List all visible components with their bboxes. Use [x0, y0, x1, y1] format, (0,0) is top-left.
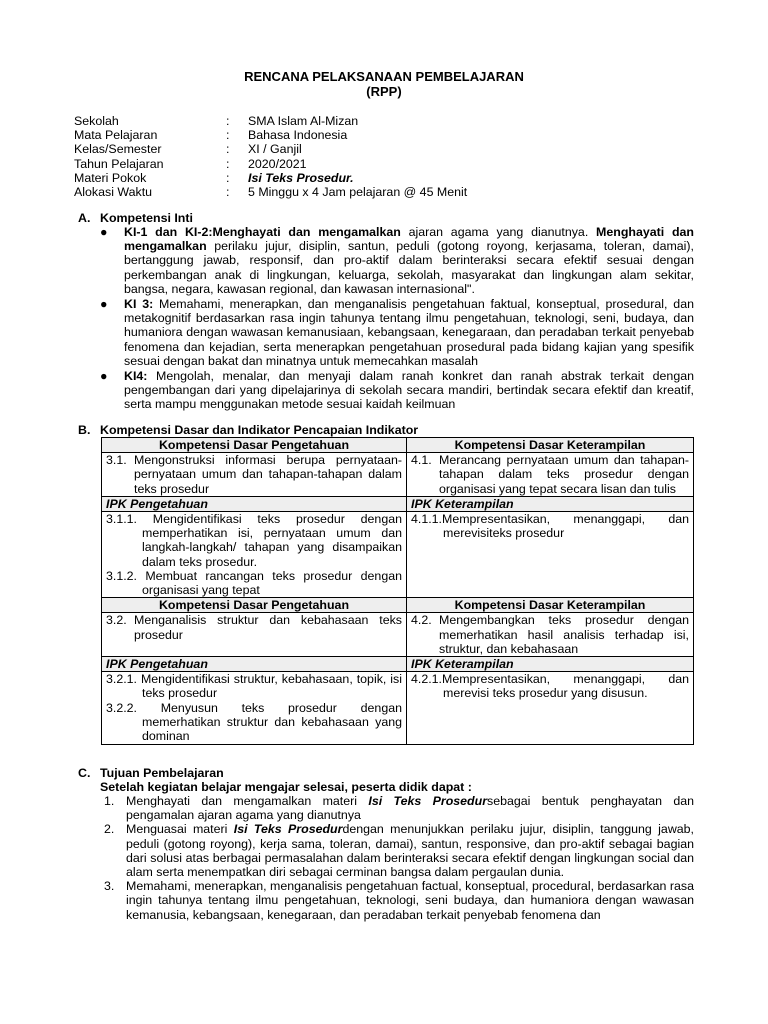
section-title: Kompetensi Dasar dan Indikator Pencapaian Indikator — [100, 423, 419, 437]
ipk-cell — [102, 512, 407, 598]
section-number: C. — [78, 766, 91, 780]
kd-text: Mengembangkan teks prosedur dengan memerhatikan hasil analisis terhadap isi, struktur, dan kebahasaan — [439, 613, 689, 656]
identity-label: Materi Pokok — [74, 170, 147, 185]
section-number: B. — [78, 423, 91, 437]
doc-subtitle: (RPP) — [366, 84, 402, 99]
bullet-icon: ● — [100, 297, 108, 311]
identity-colon: : — [226, 170, 230, 185]
ki-1-2-item — [100, 225, 694, 296]
item-text: sebagai bentuk penghayatan dan pengamalan ajaran agama yang dianutnya — [126, 794, 695, 823]
identity-colon: : — [226, 156, 230, 171]
identity-colon: : — [226, 128, 230, 143]
ipk-header-row — [102, 496, 694, 511]
ki-text: Memahami, menerapkan, dan menganalisis pengetahuan faktual, konseptual, prosedural, dan metakognitif berdasarkan rasa ingin tahunya tentang ilmu pengetahuan, teknologi, seni, budaya, dan humaniora dengan wawasan kemanusiaan, kebangsaan, kenegaraan, dan peradaban terkait penyebab fenomena dan kejadian, serta menerapkan pengetahuan prosedural pada bidang kajian yang spesifik sesuai dengan bakat dan minatnya untuk memecahkan masalah — [124, 297, 694, 368]
item-number: 2. — [104, 822, 115, 837]
header-cell: Kompetensi Dasar Pengetahuan — [102, 598, 407, 613]
identity-row — [74, 171, 634, 185]
ki-bold: Menghayati dan mengamalkan — [124, 225, 694, 254]
item-emphasis: Isi Teks Prosedur — [368, 794, 488, 808]
section-a-heading — [78, 211, 193, 225]
doc-title: RENCANA PELAKSANAAN PEMBELAJARAN — [244, 69, 524, 84]
ipk-header-cell: IPK Pengetahuan — [102, 496, 407, 511]
ki-text: ajaran agama yang dianutnya. — [400, 225, 597, 239]
ipk-item: 3.2.2. Menyusun teks prosedur dengan memerhatikan struktur dan kebahasaan yang dominan — [106, 700, 402, 744]
section-number: A. — [78, 211, 91, 225]
item-text: dengan menunjukkan perilaku jujur, disiplin, tanggung jawab, peduli (gotong royong), kerja sama, toleran, damai), santun, responsive, dan pro-aktif sebagai bagian dari solusi atas berbagai permasalahan dalam berinteraksi secara efektif dengan lingkungan social dan alam serta menempatkan diri sebagai cerminan bangsa dalam pergaulan dunia. — [126, 822, 694, 880]
identity-label: Mata Pelajaran — [74, 128, 158, 143]
ipk-header-cell: IPK Keterampilan — [407, 657, 694, 672]
kd-table — [101, 437, 694, 745]
kd-cell — [407, 453, 694, 497]
ki-3-item — [100, 297, 694, 368]
ipk-cell — [407, 512, 694, 598]
objectives-list — [104, 794, 694, 922]
table-row — [102, 453, 694, 497]
identity-value: SMA Islam Al-Mizan — [248, 114, 359, 128]
identity-row — [74, 185, 634, 199]
ipk-header-cell: IPK Pengetahuan — [102, 657, 407, 672]
section-title: Tujuan Pembelajaran — [100, 766, 224, 780]
kd-number: 3.1. — [106, 453, 127, 468]
header-cell: Kompetensi Dasar Keterampilan — [407, 598, 694, 613]
ipk-item: 4.2.1.Mempresentasikan, menanggapi, dan merevisi teks prosedur yang disusun. — [411, 672, 689, 701]
ipk-header-row — [102, 657, 694, 672]
identity-row — [74, 142, 634, 156]
kd-text: Merancang pernyataan umum dan tahapan-tahapan dalam teks prosedur dengan organisasi yang tepat secara lisan dan tulis — [439, 453, 689, 496]
ki-text: Mengolah, menalar, dan menyaji dalam ranah konkret dan ranah abstrak terkait dengan pengembangan dari yang dipelajarinya di sekolah secara mandiri, bertindak secara efektif dan kreatif, serta mampu menggunakan metode sesuai kaidah keilmuan — [124, 369, 694, 412]
identity-row — [74, 114, 634, 128]
section-c-heading — [78, 766, 224, 780]
ki-bold: KI4: — [124, 369, 148, 383]
list-item — [104, 822, 694, 879]
identity-label: Alokasi Waktu — [74, 185, 153, 200]
item-number: 1. — [104, 794, 115, 808]
item-emphasis: Isi Teks Prosedur — [233, 822, 343, 837]
ipk-cell — [407, 672, 694, 745]
identity-value: Isi Teks Prosedur. — [248, 170, 354, 185]
header-cell: Kompetensi Dasar Pengetahuan — [102, 438, 407, 453]
item-text: Menguasai materi — [126, 822, 234, 837]
item-text: Menghayati dan mengamalkan materi — [126, 794, 369, 808]
ipk-item: 3.1.1. Mengidentifikasi teks prosedur dengan memperhatikan isi, pernyataan umum dan langkah-langkah/ tahapan yang disampaikan dalam teks prosedur. — [106, 512, 402, 569]
ki-bold: KI 3: — [124, 297, 154, 311]
identity-row — [74, 128, 634, 142]
objectives-intro: Setelah kegiatan belajar mengajar selesai, peserta didik dapat : — [100, 780, 472, 794]
list-item — [104, 794, 694, 822]
item-number: 3. — [104, 879, 115, 894]
header-cell: Kompetensi Dasar Keterampilan — [407, 438, 694, 453]
list-item — [104, 879, 694, 922]
ipk-item: 3.1.2. Membuat rancangan teks prosedur dengan organisasi yang tepat — [106, 568, 402, 598]
ki-text: perilaku jujur, disiplin, santun, peduli (gotong royong, kerjasama, toleran, damai), bertanggung jawab, responsif, dan pro-aktif dalam berinteraksi secara efektif sesuai dengan perkembangan anak di lingkungan, keluarga, sekolah, masyarakat dan lingkungan alam sekitar, bangsa, negara, kawasan regional, dan kawasan internasional". — [124, 239, 694, 296]
ki-4-item — [100, 369, 694, 412]
kd-text: Menganalisis struktur dan kebahasaan teks prosedur — [134, 613, 402, 642]
identity-value: 5 Minggu x 4 Jam pelajaran @ 45 Menit — [248, 185, 468, 200]
section-title: Kompetensi Inti — [100, 211, 193, 225]
ipk-cell — [102, 672, 407, 745]
table-row — [102, 672, 694, 745]
ki-bold: KI-1 dan KI-2:Menghayati dan mengamalkan — [124, 225, 401, 239]
item-text: Memahami, menerapkan, menganalisis pengetahuan factual, konseptual, procedural, berdasarkan rasa ingin tahunya tentang ilmu pengetahuan, teknologi, seni budaya, dan humaniora dengan wawasan kemanusia, kebangsaan, kenegaraan, dan peradaban terkait penyebab fenomena dan — [126, 879, 694, 922]
identity-colon: : — [226, 142, 230, 157]
identity-table — [74, 114, 634, 199]
identity-value: 2020/2021 — [248, 156, 307, 171]
identity-value: XI / Ganjil — [248, 142, 302, 157]
ipk-item: 3.2.1. Mengidentifikasi struktur, kebahasaan, topik, isi teks prosedur — [106, 672, 402, 701]
ipk-item: 4.1.1.Mempresentasikan, menanggapi, dan merevisiteks prosedur — [411, 512, 689, 541]
kd-number: 4.1. — [411, 453, 432, 468]
table-row — [102, 512, 694, 598]
bullet-icon: ● — [100, 369, 108, 383]
kd-number: 4.2. — [411, 613, 432, 628]
bullet-icon: ● — [100, 225, 108, 239]
kd-number: 3.2. — [106, 613, 127, 628]
table-row — [102, 613, 694, 657]
identity-row — [74, 157, 634, 171]
kd-text: Mengonstruksi informasi berupa pernyataan-pernyataan umum dan tahapan-tahapan dalam teks prosedur — [134, 453, 402, 496]
identity-label: Sekolah — [74, 114, 119, 128]
kd-cell — [102, 613, 407, 657]
identity-label: Kelas/Semester — [74, 142, 162, 157]
table-header-row — [102, 438, 694, 453]
identity-colon: : — [226, 114, 230, 128]
table-header-row — [102, 598, 694, 613]
identity-value: Bahasa Indonesia — [248, 128, 348, 143]
kd-cell — [102, 453, 407, 497]
identity-label: Tahun Pelajaran — [74, 156, 164, 171]
ipk-header-cell: IPK Keterampilan — [407, 496, 694, 511]
identity-colon: : — [226, 185, 230, 200]
section-b-heading — [78, 423, 418, 437]
kd-cell — [407, 613, 694, 657]
